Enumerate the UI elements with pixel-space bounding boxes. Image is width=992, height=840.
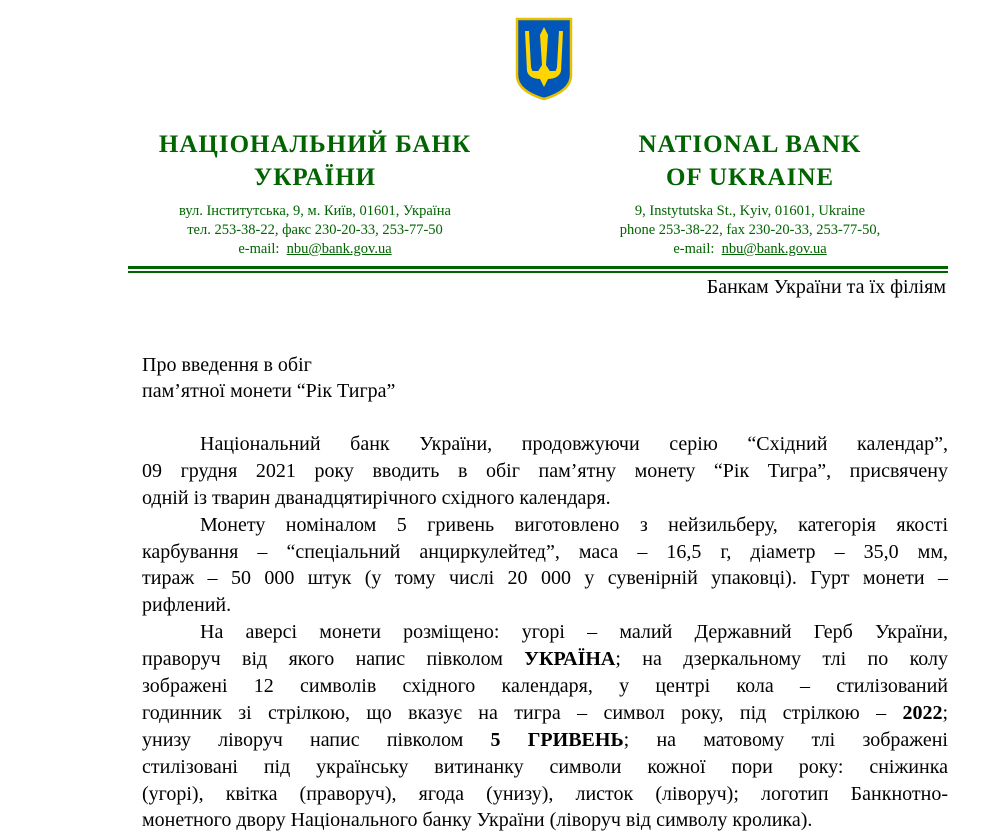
paragraph bbox=[142, 619, 948, 834]
header-divider bbox=[128, 271, 948, 273]
bank-name-line: OF UKRAINE bbox=[665, 164, 835, 191]
text-line bbox=[142, 431, 948, 458]
email-link[interactable]: nbu@bank.gov.ua bbox=[286, 241, 392, 257]
text-line bbox=[142, 781, 948, 808]
email-link[interactable]: nbu@bank.gov.ua bbox=[721, 241, 827, 257]
bold-text: 2022 bbox=[902, 701, 943, 724]
email-label: e-mail: bbox=[238, 241, 280, 257]
text-line bbox=[142, 592, 948, 619]
text-segment: Національний банк України, продовжуючи серію “Східний календар”, bbox=[200, 433, 948, 455]
text-segment: стилізовані під українську витинанку символи кожної пори року: сніжинка bbox=[142, 755, 948, 778]
subject bbox=[142, 352, 395, 404]
text-line bbox=[142, 485, 948, 512]
text-segment: ; bbox=[942, 701, 948, 724]
street-address: вул. Інститутська, 9, м. Київ, 01601, Україна bbox=[179, 203, 451, 219]
text-segment: 09 грудня 2021 року вводить в обіг пам’ятну монету “Рік Тигра”, присвячену bbox=[142, 459, 948, 482]
street-address: 9, Instytutska St., Kyiv, 01601, Ukraine bbox=[634, 203, 866, 219]
text-segment: карбування – “спеціальний анциркулейтед”, маса – 16,5 г, діаметр – 35,0 мм, bbox=[142, 540, 948, 563]
text-segment: праворуч від якого напис півколом bbox=[142, 648, 525, 671]
text-segment: Монету номіналом 5 гривень виготовлено з нейзильберу, категорія якості bbox=[200, 513, 948, 536]
text-segment: годинник зі стрілкою, що вказує на тигра – символ року, під стрілкою – bbox=[142, 701, 903, 724]
text-segment: На аверсі монети розміщено: угорі – малий Державний Герб України, bbox=[200, 621, 948, 644]
text-line bbox=[142, 646, 948, 673]
text-segment: ; на дзеркальному тлі по колу bbox=[615, 648, 948, 671]
bold-text: УКРАЇНА bbox=[524, 648, 616, 671]
header-divider bbox=[128, 266, 948, 269]
text-segment: рифлений. bbox=[142, 594, 232, 617]
recipient: Банкам України та їх філіям bbox=[706, 276, 946, 298]
bank-name-english bbox=[560, 128, 940, 194]
text-segment: тираж – 50 000 штук (у тому числі 20 000 у сувенірній упаковці). Гурт монети – bbox=[142, 567, 948, 590]
bank-name-line: УКРАЇНИ bbox=[253, 164, 377, 191]
text-segment: унизу ліворуч напис півколом bbox=[142, 728, 491, 751]
text-line bbox=[142, 754, 948, 781]
phone-fax: phone 253-38-22, fax 230-20-33, 253-77-50, bbox=[619, 222, 881, 238]
phone-fax: тел. 253-38-22, факс 230-20-33, 253-77-50 bbox=[187, 222, 443, 238]
bank-name-line: NATIONAL BANK bbox=[638, 131, 862, 158]
letter-body bbox=[142, 431, 948, 834]
email-label: e-mail: bbox=[673, 241, 715, 257]
text-line bbox=[142, 700, 948, 727]
bank-name-ukrainian bbox=[120, 128, 510, 194]
bold-text: 5 ГРИВЕНЬ bbox=[490, 728, 624, 751]
text-line bbox=[142, 807, 948, 834]
subject-line: пам’ятної монети “Рік Тигра” bbox=[142, 380, 396, 402]
text-line bbox=[142, 539, 948, 566]
text-segment: одній із тварин дванадцятирічного східного календаря. bbox=[142, 486, 611, 509]
paragraph bbox=[142, 512, 948, 620]
paragraph bbox=[142, 431, 948, 512]
text-line bbox=[142, 458, 948, 485]
subject-line: Про введення в обіг bbox=[142, 354, 312, 376]
text-line bbox=[142, 727, 948, 754]
text-segment: зображені 12 символів східного календаря, у центрі кола – стилізований bbox=[142, 675, 948, 698]
text-segment: ; на матовому тлі зображені bbox=[623, 728, 948, 751]
text-line bbox=[142, 673, 948, 700]
text-segment: (угорі), квітка (праворуч), ягода (унизу), листок (ліворуч); логотип Банкнотно- bbox=[142, 782, 948, 805]
coat-of-arms-trident-icon bbox=[515, 17, 573, 101]
address-english bbox=[560, 202, 940, 259]
bank-name-line: НАЦІОНАЛЬНИЙ БАНК bbox=[158, 131, 472, 158]
text-line bbox=[142, 565, 948, 592]
text-segment: монетного двору Національного банку України (ліворуч від символу кролика). bbox=[142, 809, 813, 832]
text-line bbox=[142, 512, 948, 539]
text-line bbox=[142, 619, 948, 646]
address-ukrainian bbox=[120, 202, 510, 259]
